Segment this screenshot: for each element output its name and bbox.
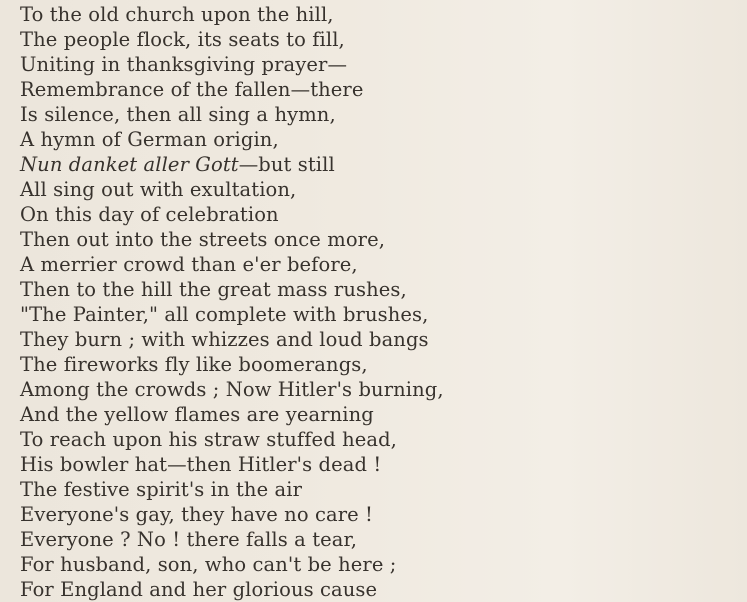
- poem-line: [20, 152, 444, 177]
- poem-line: Is silence, then all sing a hymn,: [20, 103, 336, 126]
- poem-line: Everyone ? No ! there falls a tear,: [20, 528, 358, 551]
- poem-line: A merrier crowd than e'er before,: [20, 253, 358, 276]
- poem-line: The festive spirit's in the air: [20, 478, 302, 501]
- poem-line: All sing out with exultation,: [20, 178, 297, 201]
- poem-line: Then to the hill the great mass rushes,: [20, 278, 407, 301]
- poem-line: Remembrance of the fallen—there: [20, 78, 364, 101]
- poem-line: The people flock, its seats to fill,: [20, 28, 345, 51]
- poem-line: "The Painter," all complete with brushes,: [20, 303, 429, 326]
- poem-line: A hymn of German origin,: [20, 128, 279, 151]
- poem-line: His bowler hat—then Hitler's dead !: [20, 453, 382, 476]
- poem-line: They burn ; with whizzes and loud bangs: [20, 328, 429, 351]
- poem-text: [20, 2, 444, 602]
- poem-line: To the old church upon the hill,: [20, 3, 334, 26]
- poem-line: The fireworks fly like boomerangs,: [20, 353, 368, 376]
- poem-line: Among the crowds ; Now Hitler's burning,: [20, 378, 444, 401]
- poem-line: Then out into the streets once more,: [20, 228, 386, 251]
- poem-line: To reach upon his straw stuffed head,: [20, 428, 397, 451]
- line-remainder: —but still: [238, 153, 335, 176]
- poem-line: And the yellow flames are yearning: [20, 403, 374, 426]
- italic-hymn-title: Nun danket aller Gott: [20, 153, 239, 176]
- poem-line: On this day of celebration: [20, 203, 279, 226]
- poem-line: Uniting in thanksgiving prayer—: [20, 53, 348, 76]
- poem-line: For England and her glorious cause: [20, 578, 378, 601]
- poem-line: Everyone's gay, they have no care !: [20, 503, 373, 526]
- poem-line: For husband, son, who can't be here ;: [20, 553, 397, 576]
